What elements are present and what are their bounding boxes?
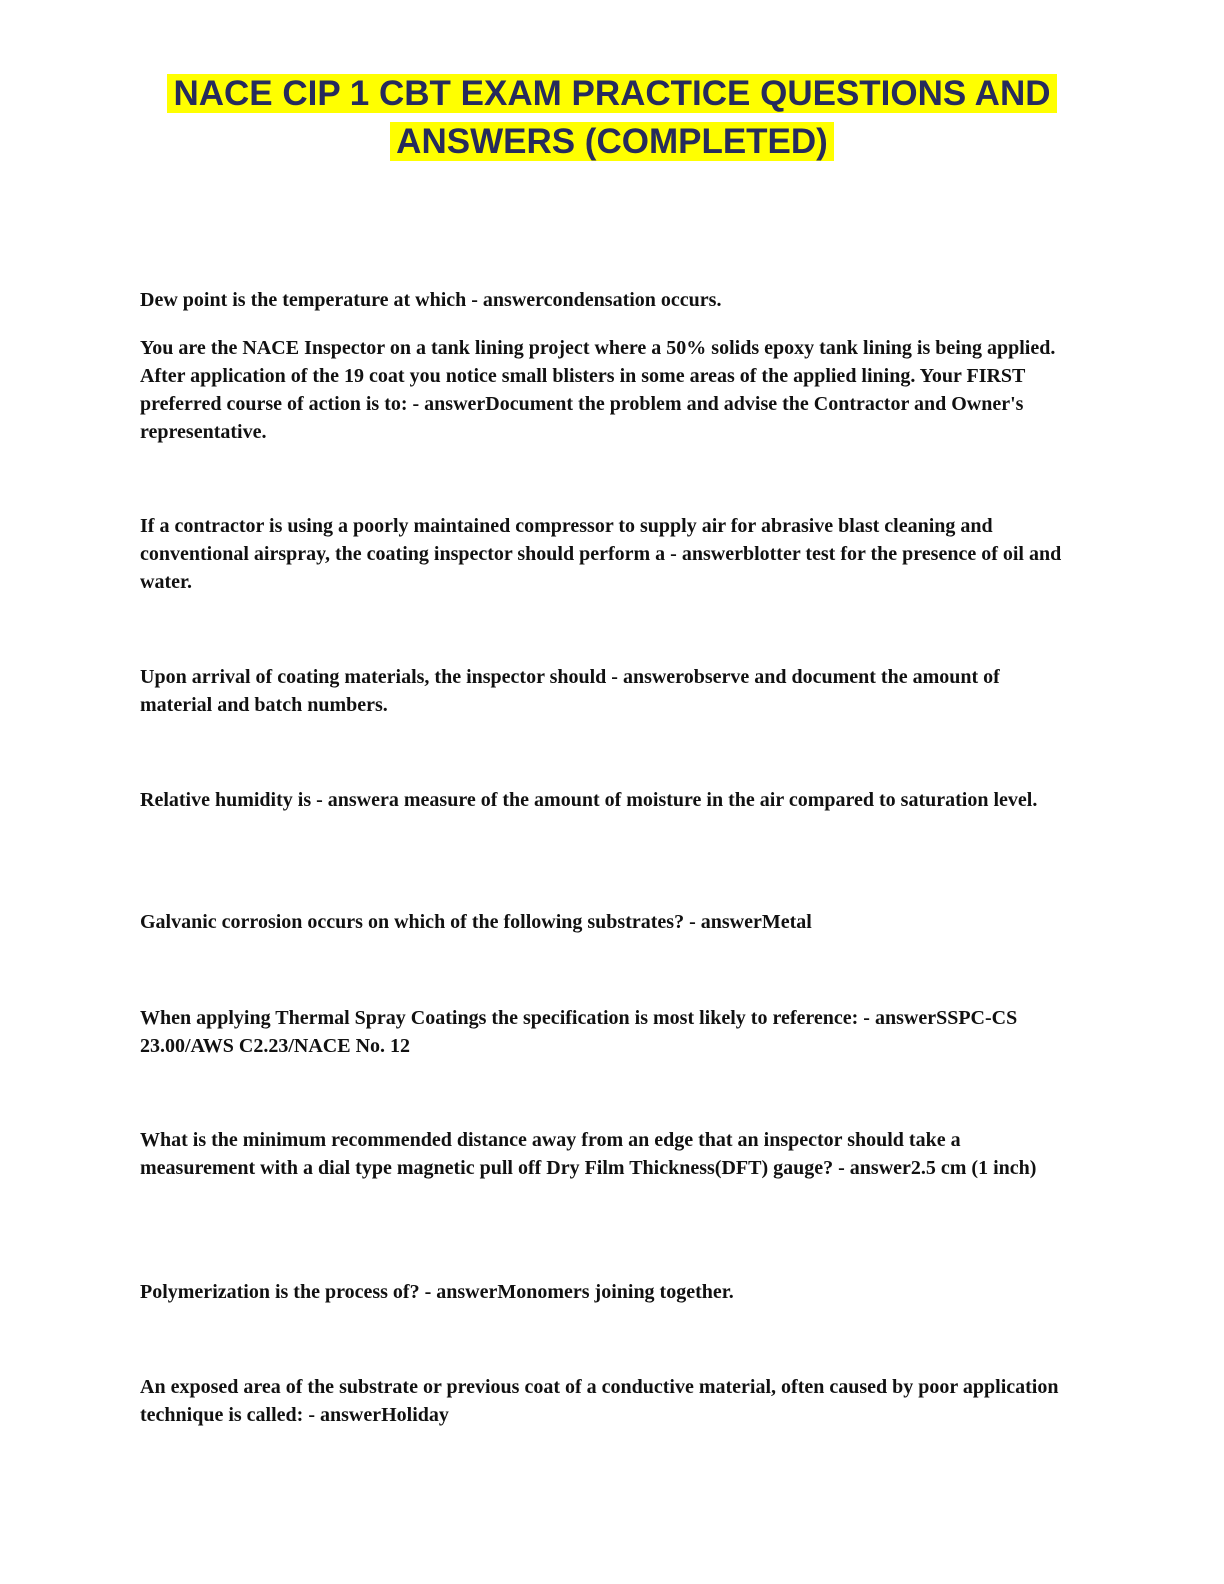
qa-item: Dew point is the temperature at which - answercondensation occurs.	[140, 289, 722, 311]
qa-item: Relative humidity is - answera measure of the amount of moisture in the air compared to saturation level.	[140, 789, 1038, 811]
title-line-1: NACE CIP 1 CBT EXAM PRACTICE QUESTIONS AND	[167, 74, 1056, 113]
qa-item: When applying Thermal Spray Coatings the specification is most likely to reference: - answerSSPC-CS 23.00/AWS C2.23/NACE No. 12	[140, 1007, 1018, 1057]
qa-item: Galvanic corrosion occurs on which of the following substrates? - answerMetal	[140, 911, 812, 933]
document-title	[0, 70, 1224, 166]
qa-item: What is the minimum recommended distance away from an edge that an inspector should take a measurement with a dial type magnetic pull off Dry Film Thickness(DFT) gauge? - answer2.5 cm (1 inch)	[140, 1129, 1037, 1179]
qa-item: Upon arrival of coating materials, the inspector should - answerobserve and document the amount of material and batch numbers.	[140, 666, 1000, 716]
qa-item: Polymerization is the process of? - answerMonomers joining together.	[140, 1281, 734, 1303]
title-line-2: ANSWERS (COMPLETED)	[390, 122, 834, 161]
qa-item: An exposed area of the substrate or previous coat of a conductive material, often caused by poor application technique is called: - answerHoliday	[140, 1376, 1059, 1426]
qa-item: You are the NACE Inspector on a tank lining project where a 50% solids epoxy tank lining is being applied. After application of the 19 coat you notice small blisters in some areas of the applied lining. Your FIRST preferred course of action is to: - answerDocument the problem and advise the Contractor and Owner's representative.	[140, 337, 1056, 443]
qa-item: If a contractor is using a poorly maintained compressor to supply air for abrasive blast cleaning and conventional airspray, the coating inspector should perform a - answerblotter test for the presence of oil and water.	[140, 515, 1062, 593]
